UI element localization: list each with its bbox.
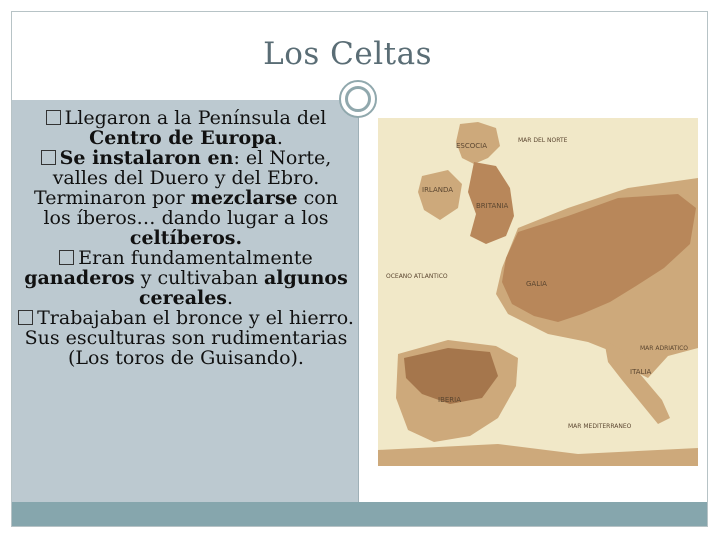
- map-label-italia: ITALIA: [630, 368, 652, 376]
- bullet-marker-icon: [41, 150, 56, 165]
- bullet-marker-icon: [59, 250, 74, 265]
- map-label-irlanda: IRLANDA: [422, 186, 454, 194]
- celtic-expansion-map: [378, 118, 698, 466]
- map-label-britania: BRITANIA: [476, 202, 509, 210]
- map-label-oceano: OCEANO ATLANTICO: [386, 273, 448, 280]
- map-label-mar-adriatico: MAR ADRIATICO: [640, 345, 689, 352]
- bullet-2: Se instalaron en: el Norte, valles del Duero y del Ebro. Terminaron por mezclarse con los íberos… dando lugar a los celtíberos.: [34, 147, 338, 249]
- map-label-escocia: ESCOCIA: [456, 142, 488, 150]
- map-label-galia: GALIA: [526, 280, 547, 288]
- footer-bar: [12, 502, 707, 526]
- bullet-list: [18, 108, 354, 368]
- map-label-iberia: IBERIA: [438, 396, 462, 404]
- bullet-3: Eran fundamentalmente ganaderos y cultivaban algunos cereales.: [24, 247, 348, 309]
- bullet-1: Llegaron a la Península del Centro de Europa.: [18, 108, 354, 148]
- bullet-marker-icon: [18, 310, 33, 325]
- map-label-mar-del-norte: MAR DEL NORTE: [518, 137, 568, 144]
- bullet-4: Trabajaban el bronce y el hierro. Sus esculturas son rudimentarias (Los toros de Guisando).: [18, 308, 354, 368]
- bullet-marker-icon: [46, 110, 61, 125]
- slide-title: Los Celtas: [263, 36, 432, 72]
- map-label-mar-mediterraneo: MAR MEDITERRANEO: [568, 423, 632, 430]
